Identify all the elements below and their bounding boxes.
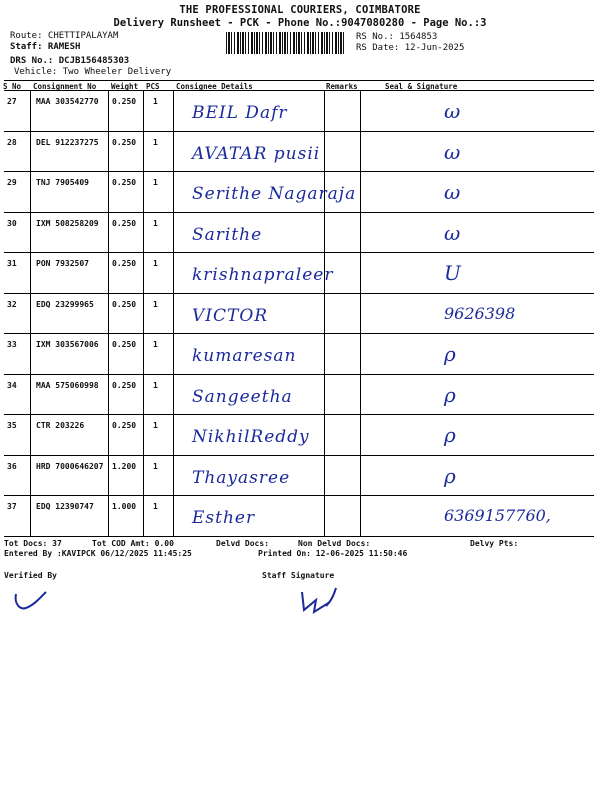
row-weight: 0.250 [112,299,137,309]
row-weight: 0.250 [112,421,137,430]
row-sno: 36 [7,461,17,471]
total-cod-amount: Tot COD Amt: 0.00 [92,539,174,548]
row-sno: 30 [7,218,17,228]
total-docs: Tot Docs: 37 [4,539,62,548]
row-weight: 0.250 [112,178,137,187]
row-sno: 29 [7,178,17,187]
delivery-points: Delvy Pts: [470,539,519,548]
row-pcs: 1 [153,502,158,511]
runsheet-title: Delivery Runsheet - PCK - Phone No.:9047080280 - Page No.:3 [113,17,487,29]
row-consignment-no: MAA 303542770 [36,97,99,106]
row-pcs: 1 [153,259,158,268]
row-sno: 28 [7,137,17,147]
rs-date: RS Date: 12-Jun-2025 [356,43,465,53]
delivered-docs: Delvd Docs: [216,539,269,548]
consignee-handwriting: Serithe Nagaraja [192,184,357,204]
consignee-handwriting: Sangeetha [192,386,293,407]
row-consignment-no: EDQ 23299965 [36,299,94,309]
staff-label: Staff: RAMESH [10,42,81,52]
col-header-seal: Seal & Signature [385,82,458,91]
consignee-handwriting: NikhilReddy [192,427,310,447]
seal-signature: U [444,261,461,285]
consignee-handwriting: krishnapraleer [192,265,334,285]
seal-signature: ω [444,139,461,164]
col-header-consignment: Consignment No [33,82,97,91]
table-row [4,294,594,335]
rs-number: RS No.: 1564853 [356,32,438,42]
row-pcs: 1 [153,218,158,228]
table-row [4,375,594,416]
row-consignment-no: IXM 508258209 [36,218,99,228]
consignee-handwriting: AVATAR pusii [192,143,321,164]
row-pcs: 1 [153,380,158,390]
row-pcs: 1 [153,178,158,187]
col-header-remarks: Remarks [326,82,358,91]
row-pcs: 1 [153,97,158,106]
row-sno: 31 [7,259,17,268]
row-consignment-no: HRD 7000646207 [36,461,104,471]
row-weight: 1.200 [112,461,137,471]
row-weight: 0.250 [112,259,137,268]
row-weight: 0.250 [112,218,137,228]
table-row [4,213,594,254]
row-pcs: 1 [153,461,158,471]
row-pcs: 1 [153,299,158,309]
header-row-border [4,80,594,91]
seal-signature: 9626398 [444,303,516,323]
staff-signature-mark [290,580,350,620]
consignee-handwriting: Sarithe [192,224,263,245]
seal-signature: ρ [444,382,456,407]
printed-on: Printed On: 12-06-2025 11:50:46 [258,549,408,558]
entered-by: Entered By :KAVIPCK 06/12/2025 11:45:25 [4,549,192,558]
row-pcs: 1 [153,137,158,147]
row-weight: 0.250 [112,380,137,390]
seal-signature: ω [444,180,461,204]
row-pcs: 1 [153,340,158,349]
table-row [4,334,594,375]
staff-signature-label: Staff Signature [262,571,335,580]
row-consignment-no: DEL 912237275 [36,137,99,147]
consignee-handwriting: Esther [192,508,256,528]
table-row [4,172,594,213]
row-weight: 0.250 [112,340,137,349]
row-consignment-no: EDQ 12390747 [36,502,94,511]
row-consignment-no: CTR 203226 [36,421,85,430]
table-row [4,253,594,294]
row-sno: 27 [7,97,17,106]
seal-signature: ω [444,99,461,123]
row-consignment-no: TNJ 7905409 [36,178,89,187]
consignee-handwriting: VICTOR [192,305,269,326]
row-weight: 0.250 [112,137,137,147]
row-consignment-no: MAA 575060998 [36,380,99,390]
verified-by-label: Verified By [4,571,57,580]
table-row [4,456,594,497]
row-consignment-no: IXM 303567006 [36,340,99,349]
col-header-pcs: PCS [146,82,160,91]
table-row [4,91,594,132]
row-sno: 37 [7,502,17,511]
table-row [4,415,594,456]
table-row [4,496,594,537]
seal-signature: ρ [444,463,456,488]
row-consignment-no: PON 7932507 [36,259,89,268]
row-weight: 0.250 [112,97,137,106]
seal-signature: ω [444,220,461,245]
company-title: THE PROFESSIONAL COURIERS, COIMBATORE [179,4,421,16]
row-weight: 1.000 [112,502,137,511]
col-header-weight: Weight [111,82,139,91]
col-header-sno: S No [3,82,22,91]
row-pcs: 1 [153,421,158,430]
seal-signature: ρ [444,423,456,447]
verified-signature [12,588,52,614]
row-sno: 35 [7,421,17,430]
barcode [226,32,346,54]
vehicle-label: Vehicle: Two Wheeler Delivery [14,67,172,77]
row-sno: 32 [7,299,17,309]
row-sno: 34 [7,380,17,390]
col-header-consignee: Consignee Details [176,82,253,91]
consignee-handwriting: kumaresan [192,346,297,366]
consignee-handwriting: Thayasree [192,467,291,488]
drs-number: DRS No.: DCJB156485303 [10,56,130,66]
route-label: Route: CHETTIPALAYAM [10,31,119,41]
table-row [4,132,594,173]
seal-signature: ρ [444,342,456,366]
non-delivered-docs: Non Delvd Docs: [298,539,371,548]
consignee-handwriting: BEIL Dafr [192,103,288,123]
seal-signature: 6369157760, [444,506,551,525]
row-sno: 33 [7,340,17,349]
